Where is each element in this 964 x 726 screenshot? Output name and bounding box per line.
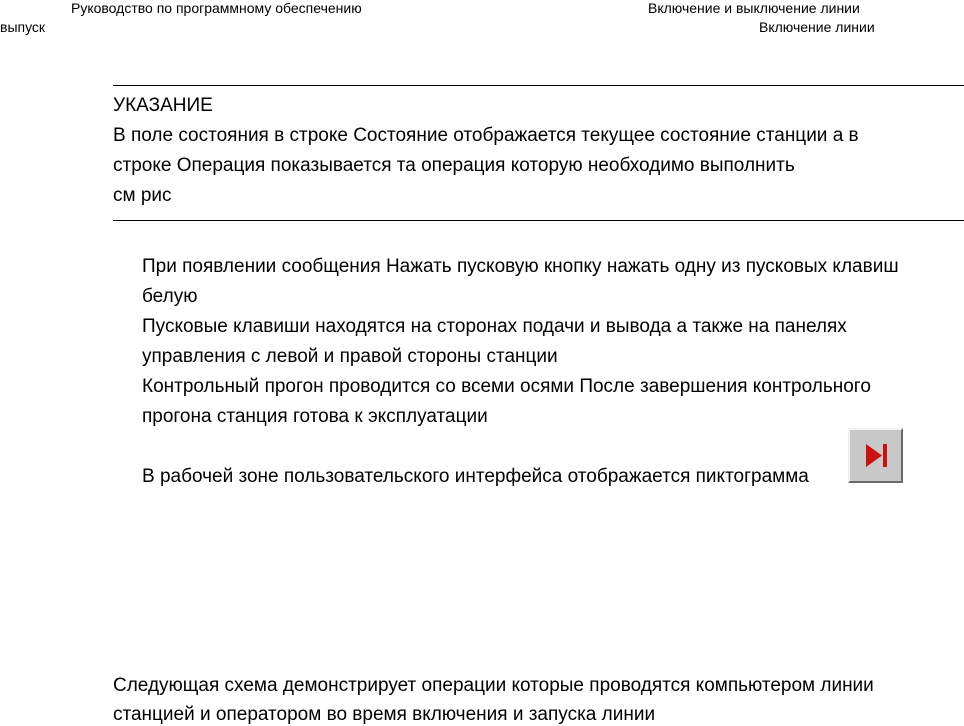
chapter-title: Включение и выключение линии — [648, 0, 860, 16]
step-line: При появлении сообщения Нажать пусковую кнопку нажать одну из пусковых клавиш — [142, 256, 899, 277]
note-line: В поле состояния в строке Состояние отображается текущее состояние станции а в — [113, 125, 859, 146]
document-title: Руководство по программному обеспечению — [71, 0, 362, 16]
section-title: Включение линии — [759, 19, 875, 35]
step-line: управления с левой и правой стороны станции — [142, 346, 558, 367]
step-line: прогона станция готова к эксплуатации — [142, 406, 488, 427]
note-heading: УКАЗАНИЕ — [113, 95, 213, 116]
step-line: В рабочей зоне пользовательского интерфейса отображается пиктограмма — [142, 466, 809, 487]
note-bottom-divider — [113, 220, 964, 221]
closing-line: станцией и оператором во время включения и запуска линии — [113, 704, 656, 725]
closing-line: Следующая схема демонстрирует операции которые проводятся компьютером линии — [113, 675, 874, 696]
skip-to-end-icon — [848, 428, 903, 483]
skip-to-end-glyph — [860, 440, 891, 471]
note-line: строке Операция показывается та операция которую необходимо выполнить — [113, 155, 795, 176]
step-line: белую — [142, 286, 198, 307]
note-line: см рис — [113, 185, 172, 206]
note-top-divider — [113, 85, 964, 86]
step-line: Пусковые клавиши находятся на сторонах подачи и вывода а также на панелях — [142, 316, 847, 337]
step-line: Контрольный прогон проводится со всеми осями После завершения контрольного — [142, 376, 871, 397]
edition-label: выпуск — [0, 19, 46, 35]
